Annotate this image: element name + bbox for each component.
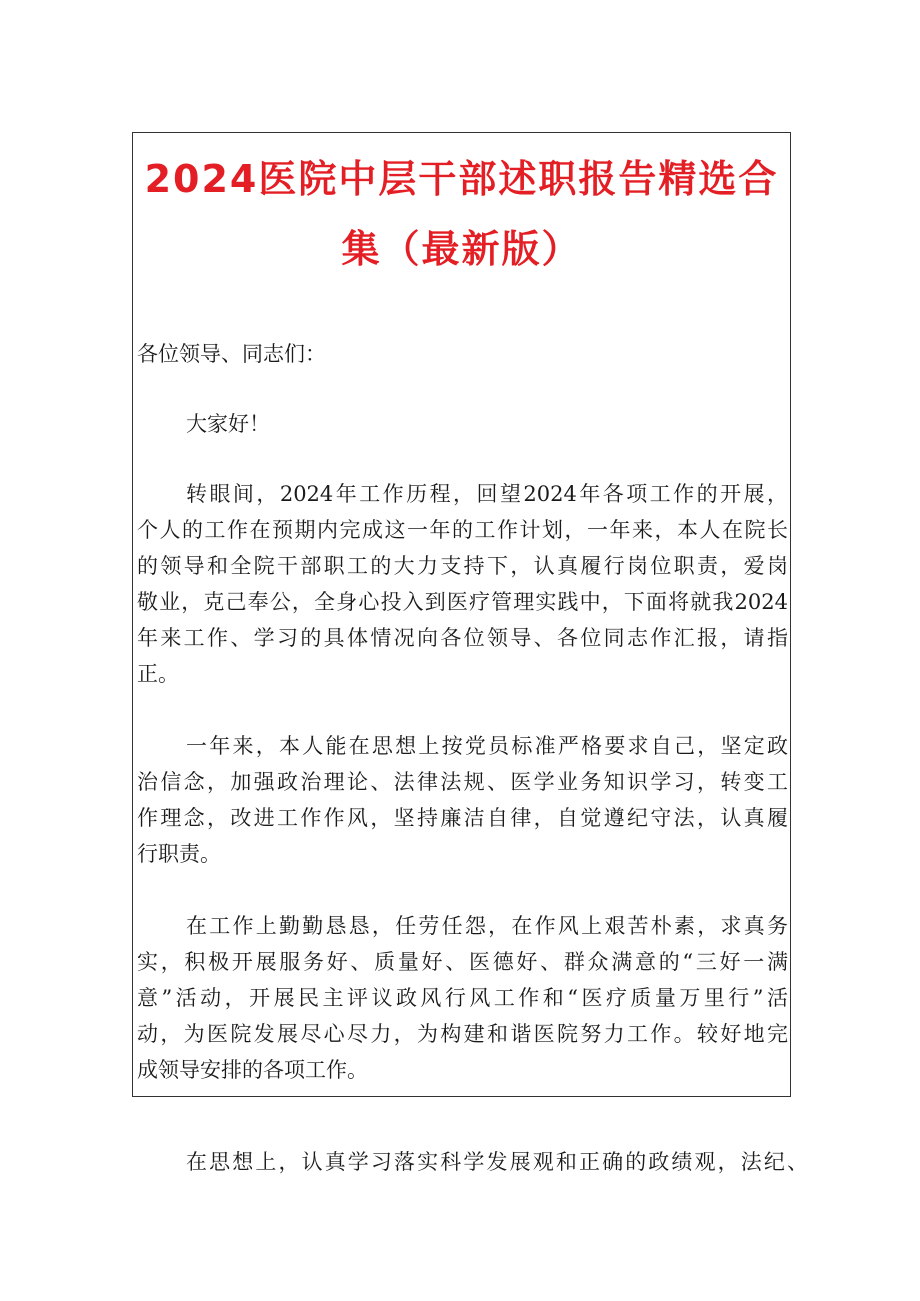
paragraph-line: 个人的工作在预期内完成这一年的工作计划，一年来，本人在院长: [137, 518, 788, 542]
paragraph-line: 意”活动，开展民主评议政风行风工作和“医疗质量万里行”活: [137, 986, 788, 1010]
paragraph-line: 作理念，改进工作作风，坚持廉洁自律，自觉遵纪守法，认真履: [137, 806, 788, 830]
paragraph-line: 正。: [137, 662, 179, 686]
paragraph-line: 成领导安排的各项工作。: [137, 1058, 368, 1082]
paragraph-line: 实，积极开展服务好、质量好、医德好、群众满意的“三好一满: [137, 950, 788, 974]
paragraph-line: 年来工作、学习的具体情况向各位领导、各位同志作汇报，请指: [137, 626, 788, 650]
paragraph-line: 一年来，本人能在思想上按党员标准严格要求自己，坚定政: [186, 734, 788, 758]
paragraph-line: 的领导和全院干部职工的大力支持下，认真履行岗位职责，爱岗: [137, 554, 788, 578]
paragraph-line: 在工作上勤勤恳恳，任劳任怨，在作风上艰苦朴素，求真务: [186, 914, 788, 938]
document-title-line-1: 2024医院中层干部述职报告精选合: [144, 157, 779, 201]
paragraph-line: 在思想上，认真学习落实科学发展观和正确的政绩观，法纪、: [186, 1150, 808, 1174]
paragraph-line: 行职责。: [137, 842, 221, 866]
paragraph-line: 转眼间，2024年工作历程，回望2024年各项工作的开展，: [186, 482, 788, 506]
paragraph-line: 动，为医院发展尽心尽力，为构建和谐医院努力工作。较好地完: [137, 1022, 788, 1046]
paragraph-line: 敬业，克己奉公，全身心投入到医疗管理实践中，下面将就我2024: [137, 590, 788, 614]
paragraph-line: 治信念，加强政治理论、法律法规、医学业务知识学习，转变工: [137, 770, 788, 794]
salutation: 各位领导、同志们：: [137, 342, 326, 366]
document-title-line-2: 集（最新版）: [341, 227, 582, 271]
greeting: 大家好！: [186, 412, 270, 436]
